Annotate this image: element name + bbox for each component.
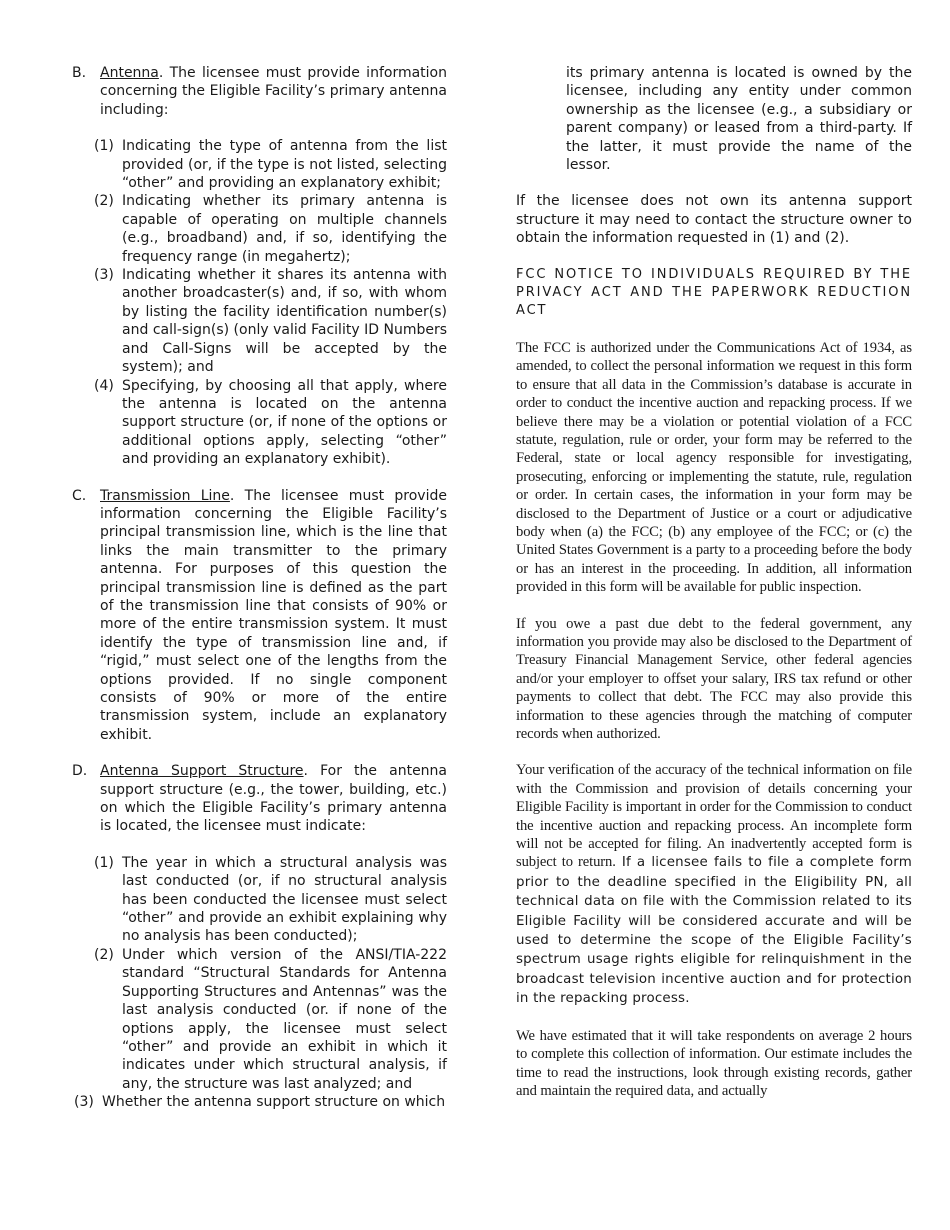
paragraph: If the licensee does not own its antenna support structure it may need to contact the structure owner to obtain the information requested in (1) and (2). <box>516 193 912 247</box>
section-b-antenna <box>72 64 447 119</box>
paragraph: The FCC is authorized under the Communications Act of 1934, as amended, to collect the personal information we request in this form to ensure that all data in the Commission’s database is accurate in order to conduct the incentive auction and repacking process. If we believe there may be a violation or potential violation of a FCC statute, regulation, rule or order, your form may be referred to the Federal, state or local agency responsible for investigating, prosecuting, enforcing or implementing the statute, rule, regulation or order. In certain cases, the information in your form may be disclosed to the Department of Justice or a court or adjudicative body when (a) the FCC; (b) any employee of the FCC; or (c) the United States Government is a party to a proceeding before the body or has an interest in the proceeding. In addition, all information provided in this form will be available for public inspection. <box>516 339 912 596</box>
item-text: Whether the antenna support structure on which <box>102 1094 446 1111</box>
spacer <box>72 469 447 487</box>
item-text: Indicating whether it shares its antenna with another broadcaster(s) and, if so, with whom by listing the facility identification number(s) and call-sign(s) (only valid Facility ID Numbers and Call-Signs will be accepted by the system); and <box>122 267 447 376</box>
list-item-continuation: its primary antenna is located is owned by the licensee, including any entity under common ownership as the licensee (e.g., a subsidiary or parent company) or leased from a third-party. If the latter, it must provide the name of the lessor. <box>566 65 912 174</box>
list-item <box>72 1093 447 1111</box>
item-text: The year in which a structural analysis was last conducted (or, if no structural analysis has been conducted the licensee must select “other” and provide an exhibit explaining why no analysis has been conducted); <box>122 854 447 945</box>
list-item <box>72 377 447 469</box>
support-structure-list <box>72 854 447 1112</box>
section-title: Antenna Support Structure <box>100 763 304 780</box>
list-item <box>72 854 447 946</box>
paragraph <box>516 761 912 1008</box>
list-item <box>72 946 447 1093</box>
section-title: Transmission Line <box>100 487 230 504</box>
antenna-list <box>72 137 447 468</box>
paragraph-part: If a licensee fails to file a complete form prior to the deadline specified in the Eligibility PN, all technical data on file with the Commission related to its Eligible Facility will be considered accurate and will be used to determine the scope of the Eligible Facility’s spectrum usage rights eligible for relinquishment in the broadcast television incentive auction and for protection in the repacking process. <box>516 855 912 1007</box>
item-number: (3) <box>74 1094 94 1111</box>
item-text: Indicating whether its primary antenna is capable of operating on multiple channels (e.g., broadband) and, if so, identifying the frequency range (in megahertz); <box>122 193 447 265</box>
item-text: Indicating the type of antenna from the list provided (or, if the type is not listed, selecting “other” and providing an explanatory exhibit; <box>122 138 447 192</box>
list-item <box>72 266 447 376</box>
section-d-antenna-support-structure <box>72 762 447 836</box>
item-number: (2) <box>94 193 114 210</box>
list-item <box>72 192 447 266</box>
section-intro: . For the antenna support structure (e.g., the tower, building, etc.) on which the Eligible Facility’s primary antenna is located, the licensee must indicate: <box>100 763 448 835</box>
section-intro: . The licensee must provide information concerning the Eligible Facility’s primary antenna including: <box>100 65 447 118</box>
item-text: Specifying, by choosing all that apply, where the antenna is located on the antenna support structure (or, if none of the options or additional options apply, selecting “other” and providing an explanatory exhibit). <box>122 377 447 468</box>
item-number: (2) <box>94 946 114 963</box>
item-number: (1) <box>94 138 114 155</box>
section-c-transmission-line <box>72 487 447 745</box>
paragraph: We have estimated that it will take respondents on average 2 hours to complete this collection of information. Our estimate includes the time to read the instructions, look through existing records, gather and maintain the required data, and actually <box>516 1027 912 1099</box>
section-title: Antenna <box>100 65 159 81</box>
paragraph-part: Your verification of the accuracy of the technical information on file with the Commission and provision of details concerning your Eligible Facility is important in order for the Commission to conduct the incentive auction and repacking process. An incomplete form will not be accepted for filing. An inadvertently accepted form is subject to return. <box>516 762 912 871</box>
right-column <box>516 64 912 1118</box>
left-column <box>72 64 447 1112</box>
section-label: D. <box>72 763 88 780</box>
item-text: Under which version of the ANSI/TIA-222 standard “Structural Standards for Antenna Supporting Structures and Antennas” was the last analysis conducted (or. if none of the options apply, the licensee must select “other” and provide an exhibit in which it indicates under which structural analysis, if any, the structure was last analyzed; and <box>122 946 447 1092</box>
item-number: (3) <box>94 267 114 284</box>
item-number: (1) <box>94 854 114 871</box>
section-label: B. <box>72 65 87 81</box>
list-item <box>72 137 447 192</box>
notice-heading: FCC NOTICE TO INDIVIDUALS REQUIRED BY THE PRIVACY ACT AND THE PAPERWORK REDUCTION ACT <box>516 266 912 319</box>
paragraph: If you owe a past due debt to the federal government, any information you provide may also be disclosed to the Department of Treasury Financial Management Service, other federal agencies and/or your employer to offset your salary, IRS tax refund or other payments to collect that debt. The FCC may also provide this information to these agencies through the matching of computer records when authorized. <box>516 615 912 742</box>
section-text: . The licensee must provide information concerning the Eligible Facility’s principal transmission line, which is the line that links the main transmitter to the primary antenna. For purposes of this question the principal transmission line is defined as the part of the transmission line that consists of 90% or more of the entire transmission system. It must identify the type of transmission line and, if “rigid,” must select one of the lengths from the options provided. If no single component consists of 90% or more of the entire transmission system, include an explanatory exhibit. <box>100 487 447 743</box>
section-label: C. <box>72 487 87 504</box>
item-number: (4) <box>94 377 114 394</box>
